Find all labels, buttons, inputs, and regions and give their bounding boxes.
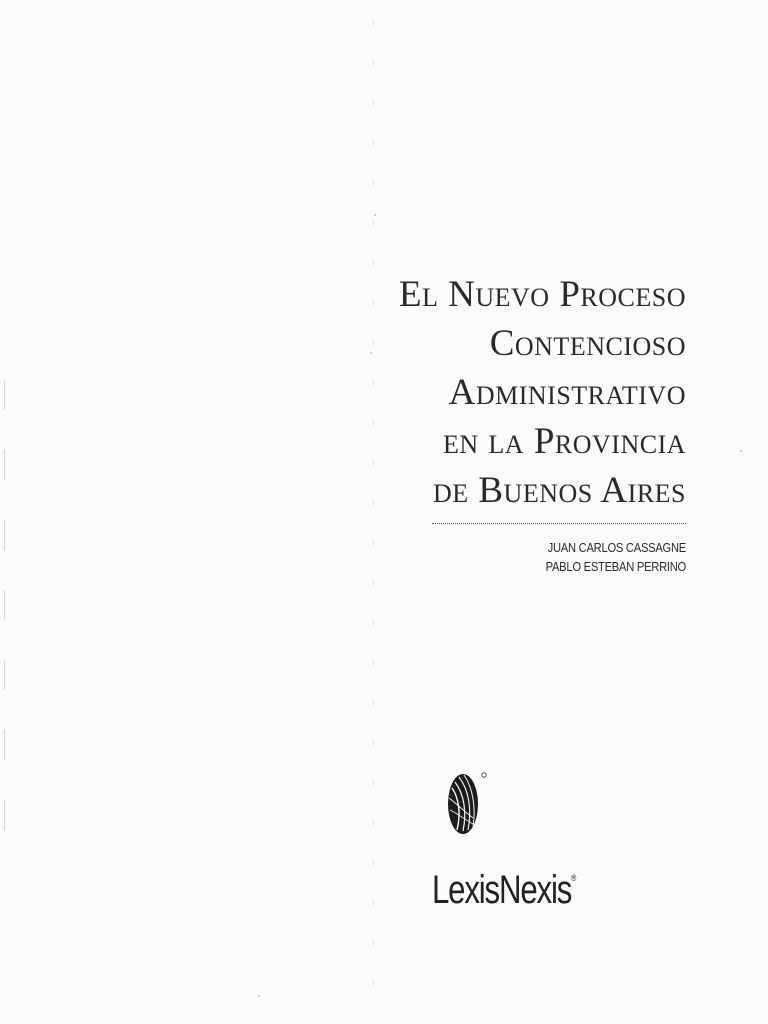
author-name: PABLO ESTEBAN PERRINO: [545, 559, 686, 574]
lexisnexis-knowledge-burst-icon: [443, 768, 491, 838]
title-line: en la Provincia: [443, 421, 686, 462]
scan-speck: [258, 995, 260, 997]
title-line: Contencioso: [489, 323, 686, 364]
scan-speck: [740, 450, 742, 452]
title-divider: [432, 523, 686, 524]
scan-speck: [374, 214, 376, 216]
publisher-name: LexisNexis: [432, 868, 572, 912]
author-name: JUAN CARLOS CASSAGNE: [547, 540, 686, 555]
authors: [386, 538, 686, 576]
title-line: de Buenos Aires: [432, 470, 686, 511]
book-title: [286, 270, 686, 515]
title-line: El Nuevo Proceso: [398, 274, 686, 315]
title-line: Administrativo: [448, 372, 686, 413]
publisher-wordmark: [432, 855, 576, 913]
page-edge-artifact: [4, 380, 5, 840]
registered-mark: ®: [571, 873, 577, 883]
gutter-line: [373, 20, 374, 1010]
